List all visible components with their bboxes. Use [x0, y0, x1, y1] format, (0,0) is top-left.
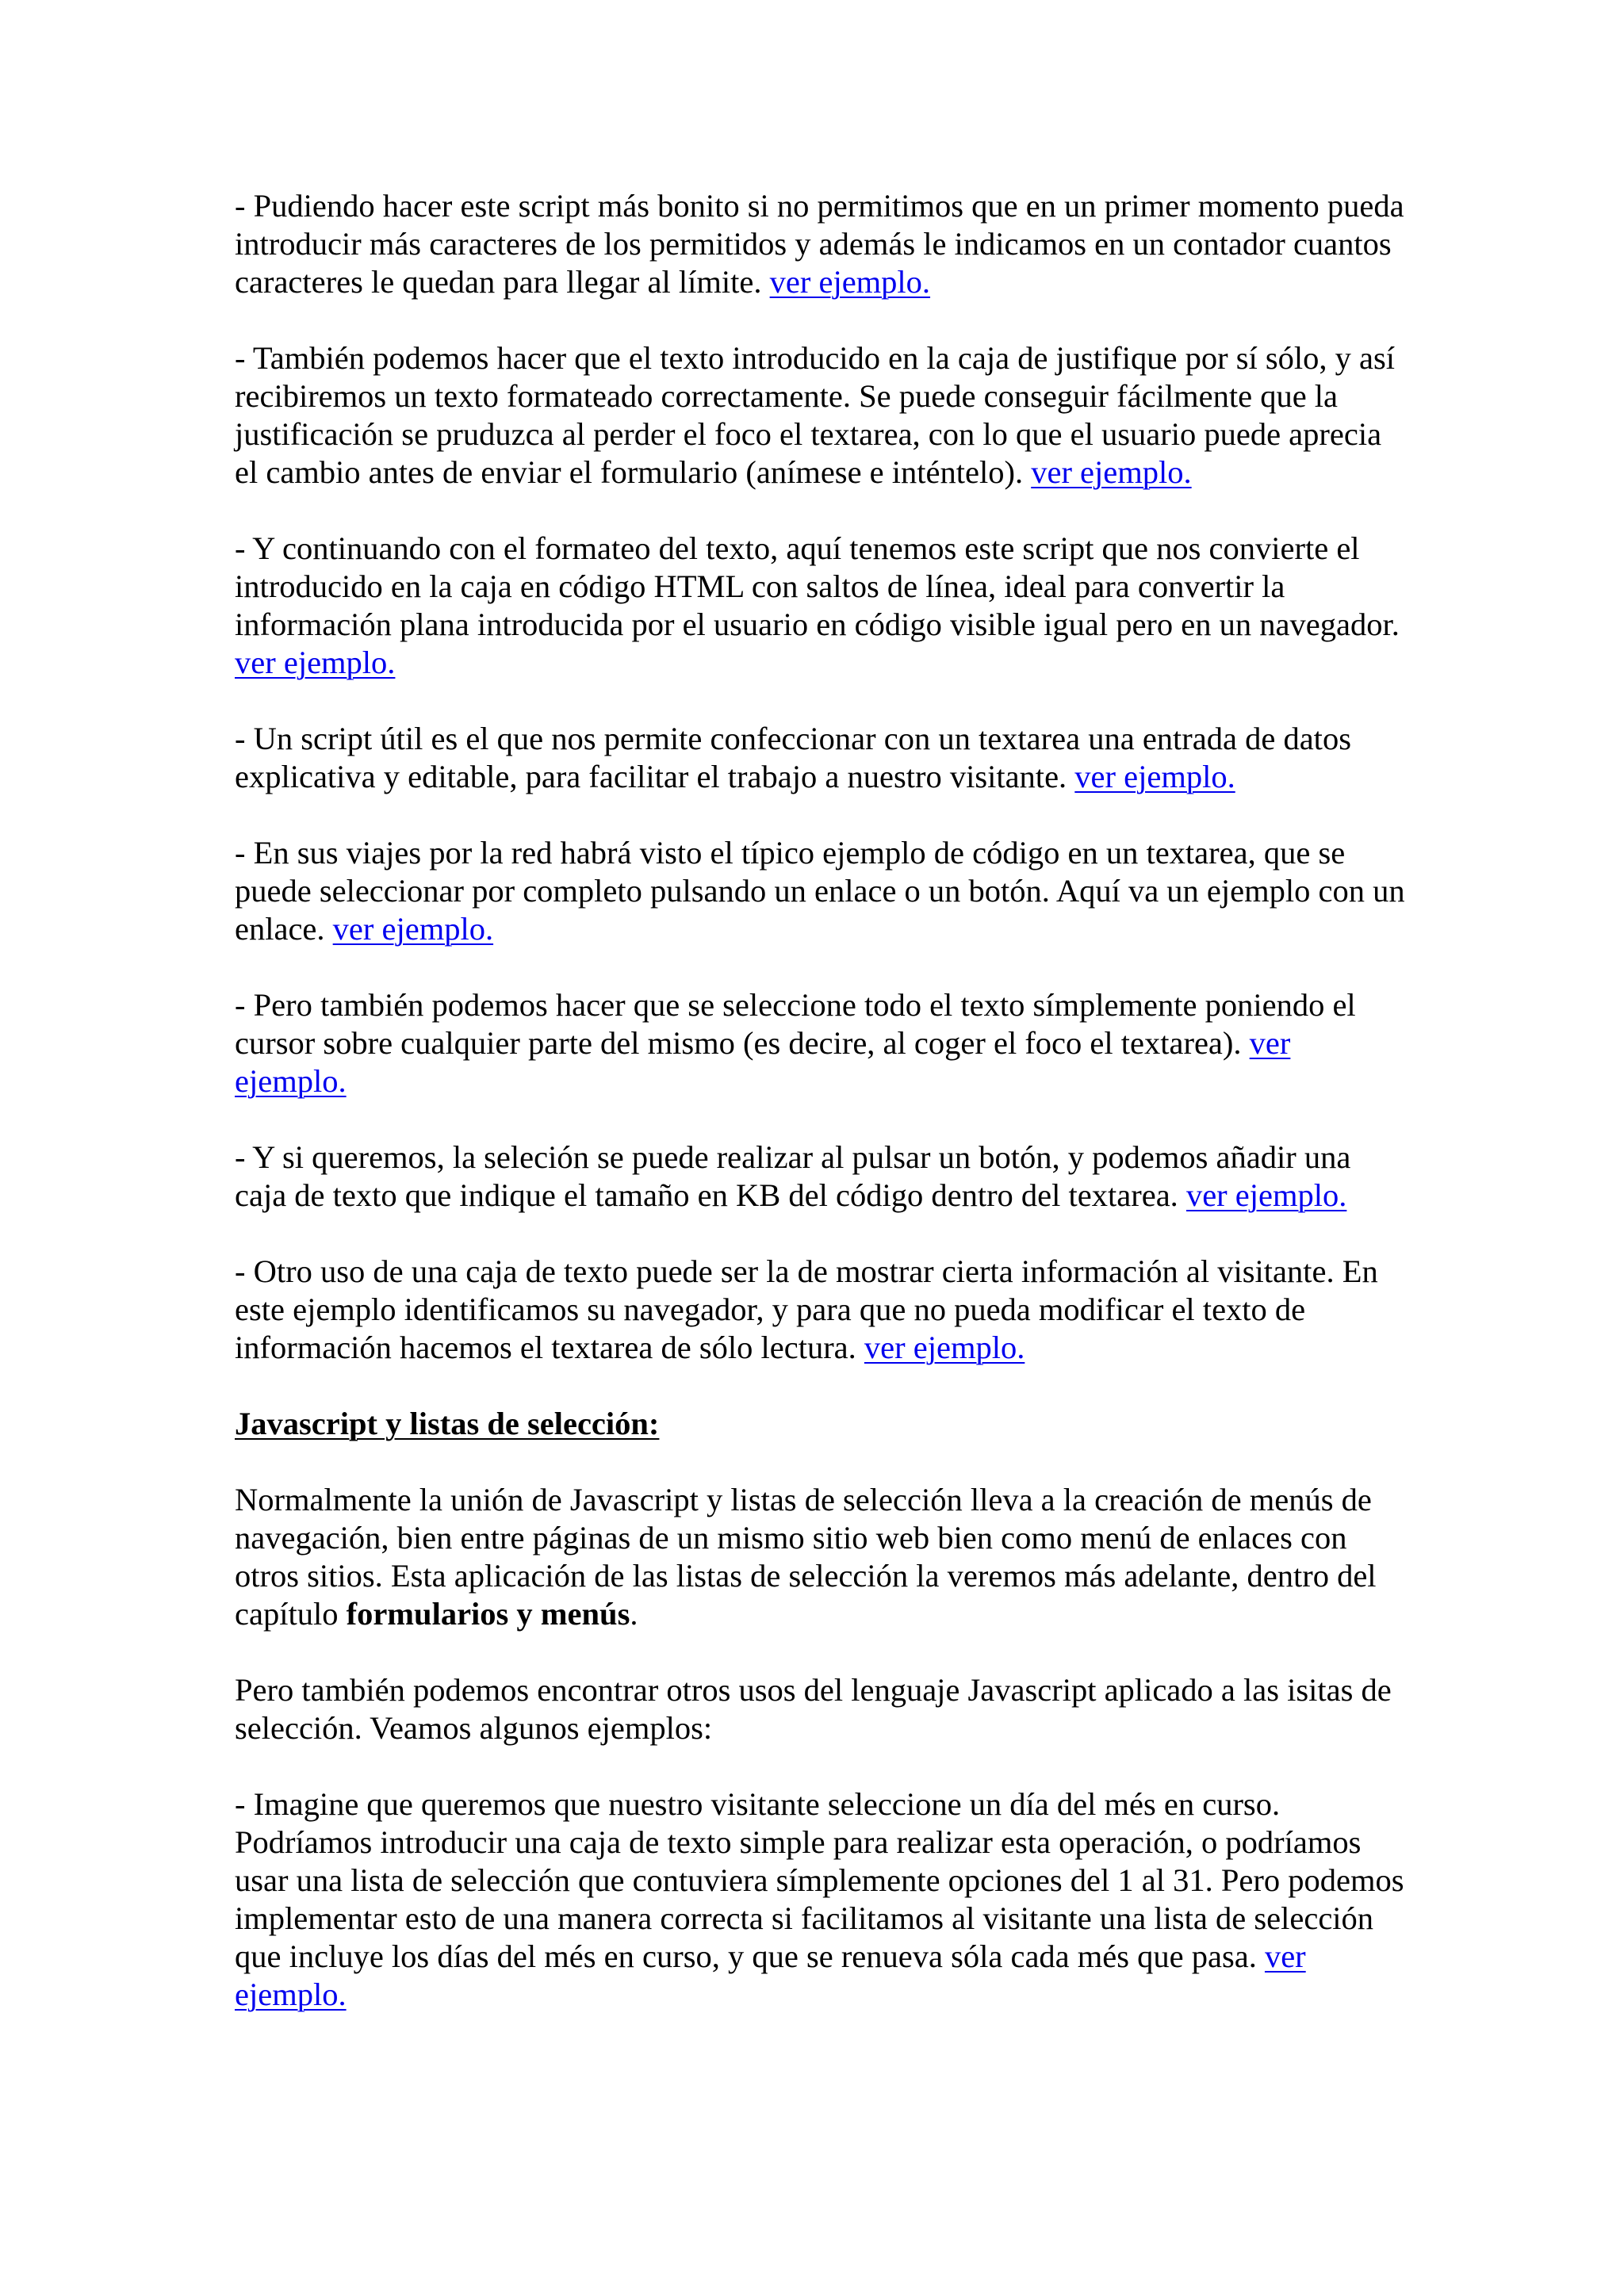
paragraph-text: - Un script útil es el que nos permite confeccionar con un textarea una entrada de datos explicativa y editable, para facilitar el trabajo a nuestro visitante. [235, 721, 1351, 794]
paragraph-editable-entry [235, 720, 1408, 796]
paragraph-text: - Otro uso de una caja de texto puede ser la de mostrar cierta información al visitante. En este ejemplo identificamos su navegador, y para que no pueda modificar el texto de información hacemos el textarea de sólo lectura. [235, 1253, 1378, 1365]
paragraph-select-link [235, 834, 1408, 948]
ver-ejemplo-link[interactable]: ver ejemplo. [769, 264, 931, 300]
paragraph-text: - Imagine que queremos que nuestro visitante seleccione un día del més en curso. Podríamos introducir una caja de texto simple para realizar esta operación, o podríamos usar una lista de selección que contuviera símplemente opciones del 1 al 31. Pero podemos implementar esto de una manera correcta si facilitamos al visitante una lista de selección que incluye los días del més en curso, y que se renueva sóla cada més que pasa. [235, 1786, 1404, 1974]
paragraph-listas-intro [235, 1481, 1408, 1633]
paragraph-text: - También podemos hacer que el texto introducido en la caja de justifique por sí sólo, y así recibiremos un texto formateado correctamente. Se puede conseguir fácilmente que la justificación se pruduzca al perder el foco el textarea, con lo que el usuario puede aprecia el cambio antes de enviar el formulario (anímese e inténtelo). [235, 340, 1396, 490]
ver-ejemplo-link[interactable]: ver ejemplo. [1031, 454, 1192, 490]
paragraph-justify-text [235, 339, 1408, 492]
bold-chapter-name: formularios y menús [346, 1596, 630, 1632]
paragraph-select-button-size [235, 1138, 1408, 1215]
paragraph-text: - Pudiendo hacer este script más bonito si no permitimos que en un primer momento pueda introducir más caracteres de los permitidos y además le indicamos en un contador cuantos caracteres le quedan para llegar al límite. [235, 188, 1404, 300]
paragraph-text: - Y continuando con el formateo del texto, aquí tenemos este script que nos convierte el introducido en la caja en código HTML con saltos de línea, ideal para convertir la información plana introducida por el usuario en código visible igual pero en un navegador. [235, 530, 1400, 642]
ver-ejemplo-link[interactable]: ver ejemplo. [1185, 1177, 1347, 1213]
paragraph-counter-limit [235, 187, 1408, 301]
paragraph-html-convert [235, 530, 1408, 682]
ver-ejemplo-link[interactable]: ver ejemplo. [1074, 759, 1235, 794]
paragraph-text: - Pero también podemos hacer que se seleccione todo el texto símplemente poniendo el cursor sobre cualquier parte del mismo (es decire, al coger el foco el textarea). [235, 987, 1356, 1061]
ver-ejemplo-link[interactable]: ver ejemplo. [235, 645, 396, 680]
paragraph-readonly-info [235, 1253, 1408, 1367]
paragraph-text: - En sus viajes por la red habrá visto el típico ejemplo de código en un textarea, que se puede seleccionar por completo pulsando un enlace o un botón. Aquí va un ejemplo con un enlace. [235, 835, 1405, 947]
paragraph-text: Normalmente la unión de Javascript y listas de selección lleva a la creación de menús de navegación, bien entre páginas de un mismo sitio web bien como menú de enlaces con otros sitios. Esta aplicación de las listas de selección la veremos más adelante, dentro del capítulo [235, 1482, 1377, 1632]
section-heading: Javascript y listas de selección: [235, 1406, 660, 1441]
ver-ejemplo-link[interactable]: ver ejemplo. [864, 1330, 1025, 1365]
paragraph-text: - Y si queremos, la seleción se puede realizar al pulsar un botón, y podemos añadir una caja de texto que indique el tamaño en KB del código dentro del textarea. [235, 1139, 1351, 1213]
ver-ejemplo-link[interactable]: ver ejemplo. [235, 1025, 1291, 1099]
paragraph-select-focus [235, 986, 1408, 1100]
paragraph-text-end: . [630, 1596, 638, 1632]
paragraph-dias-mes [235, 1785, 1408, 2014]
ver-ejemplo-link[interactable]: ver ejemplo. [332, 911, 494, 947]
paragraph-otros-usos: Pero también podemos encontrar otros usos del lenguaje Javascript aplicado a las isitas de selección. Veamos algunos ejemplos: [235, 1672, 1392, 1746]
text-column [235, 187, 1408, 2052]
ver-ejemplo-link[interactable]: ver ejemplo. [235, 1938, 1306, 2012]
